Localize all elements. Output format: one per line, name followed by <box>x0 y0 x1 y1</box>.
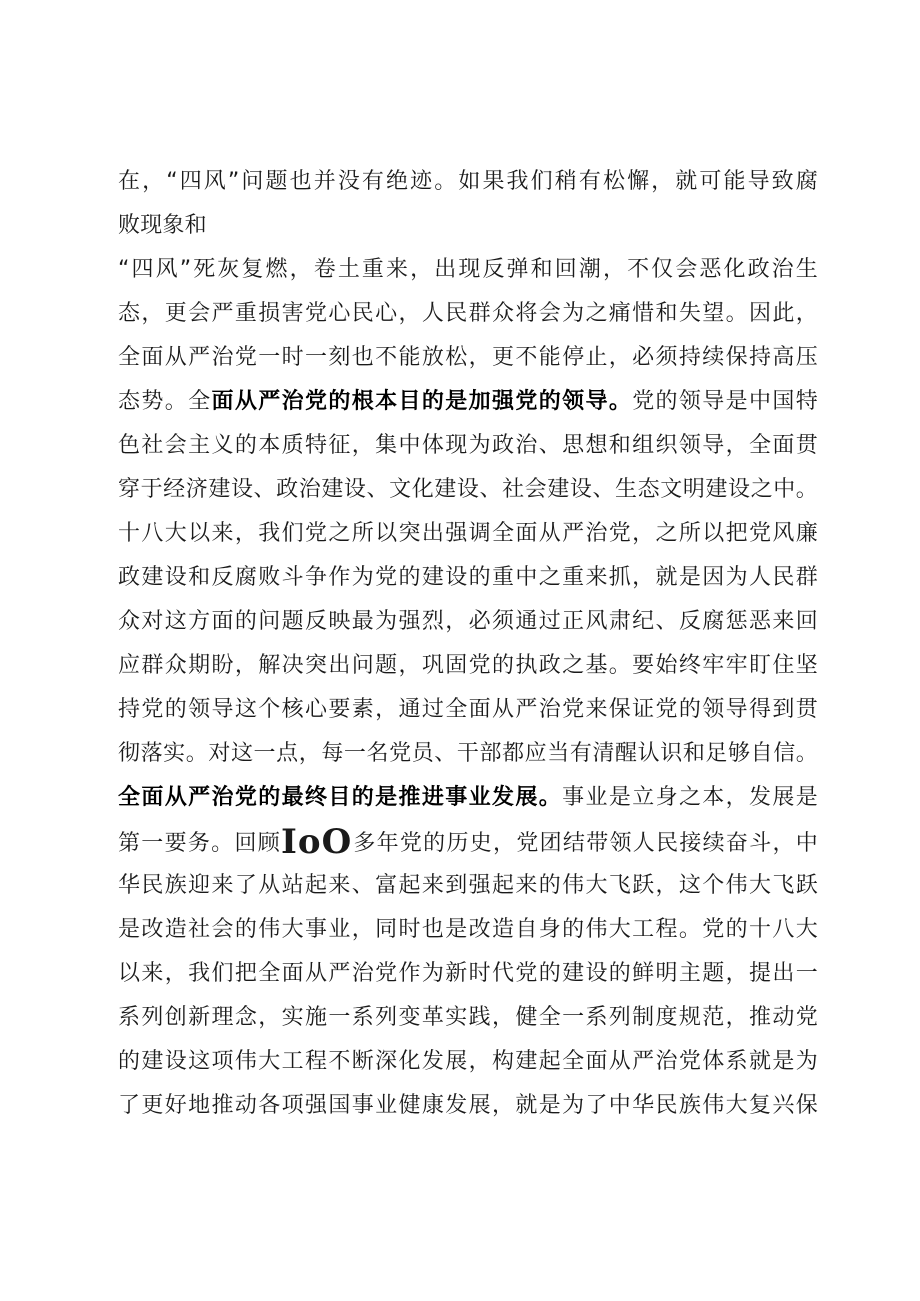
line-text: 以来，我们把全面从严治党作为新时代党的建设的鲜明主题，提出一 <box>118 961 818 986</box>
text-line <box>118 644 818 688</box>
line-text: 事业是立身之本，发展是 <box>562 785 818 810</box>
text-line <box>118 336 818 380</box>
text-line <box>118 160 818 204</box>
line-text: 穿于经济建设、政治建设、文化建设、社会建设、生态文明建设之中。 <box>118 477 818 502</box>
text-line <box>118 1040 818 1084</box>
line-text: 华民族迎来了从站起来、富起来到强起来的伟大飞跃，这个伟大飞跃 <box>118 873 818 898</box>
text-line <box>118 248 818 292</box>
text-line <box>118 468 818 512</box>
line-text: 彻落实。对这一点，每一名党员、干部都应当有清醒认识和足够自信。 <box>118 741 818 766</box>
line-text: 是改造社会的伟大事业，同时也是改造自身的伟大工程。党的十八大 <box>118 917 818 942</box>
line-text: 态势。全 <box>118 389 212 414</box>
text-line <box>118 996 818 1040</box>
bold-heading: 全面从严治党的最终目的是推进事业发展。 <box>118 785 563 810</box>
text-line <box>118 908 818 952</box>
line-text: 色社会主义的本质特征，集中体现为政治、思想和组织领导，全面贯 <box>118 433 818 458</box>
text-line <box>118 952 818 996</box>
text-line <box>118 864 818 908</box>
text-line <box>118 424 818 468</box>
text-line <box>118 600 818 644</box>
ocr-number-text: IoO <box>281 822 353 862</box>
line-text: 败现象和 <box>118 213 207 238</box>
text-line <box>118 776 818 820</box>
text-line <box>118 292 818 336</box>
text-line <box>118 688 818 732</box>
line-text: 在，“四风”问题也并没有绝迹。如果我们稍有松懈，就可能导致腐 <box>118 169 818 194</box>
line-text: “四风”死灰复燃，卷土重来，出现反弹和回潮，不仅会恶化政治生 <box>118 257 818 282</box>
line-text: 持党的领导这个核心要素，通过全面从严治党来保证党的领导得到贯 <box>118 697 818 722</box>
line-text: 众对这方面的问题反映最为强烈，必须通过正风肃纪、反腐惩恶来回 <box>118 609 818 634</box>
text-line <box>118 380 818 424</box>
line-text: 了更好地推动各项强国事业健康发展，就是为了中华民族伟大复兴保 <box>118 1093 818 1118</box>
line-text: 态，更会严重损害党心民心，人民群众将会为之痛惜和失望。因此， <box>118 301 818 326</box>
line-text: 十八大以来，我们党之所以突出强调全面从严治党，之所以把党风廉 <box>118 521 818 546</box>
line-text: 多年党的历史，党团结带领人民接续奋斗，中 <box>352 831 818 856</box>
line-text: 政建设和反腐败斗争作为党的建设的重中之重来抓，就是因为人民群 <box>118 565 818 590</box>
bold-heading: 面从严治党的根本目的是加强党的领导。 <box>211 389 633 414</box>
text-line <box>118 820 818 864</box>
line-text: 的建设这项伟大工程不断深化发展，构建起全面从严治党体系就是为 <box>118 1049 818 1074</box>
line-text: 应群众期盼，解决突出问题，巩固党的执政之基。要始终牢牢盯住坚 <box>118 653 818 678</box>
line-text: 全面从严治党一时一刻也不能放松，更不能停止，必须持续保持高压 <box>118 345 818 370</box>
line-text: 第一要务。回顾 <box>118 831 282 856</box>
text-line <box>118 732 818 776</box>
line-text: 系列创新理念，实施一系列变革实践，健全一系列制度规范，推动党 <box>118 1005 818 1030</box>
text-line <box>118 512 818 556</box>
text-line <box>118 556 818 600</box>
text-line <box>118 1084 818 1128</box>
text-line <box>118 204 818 248</box>
line-text: 党的领导是中国特 <box>632 389 818 414</box>
